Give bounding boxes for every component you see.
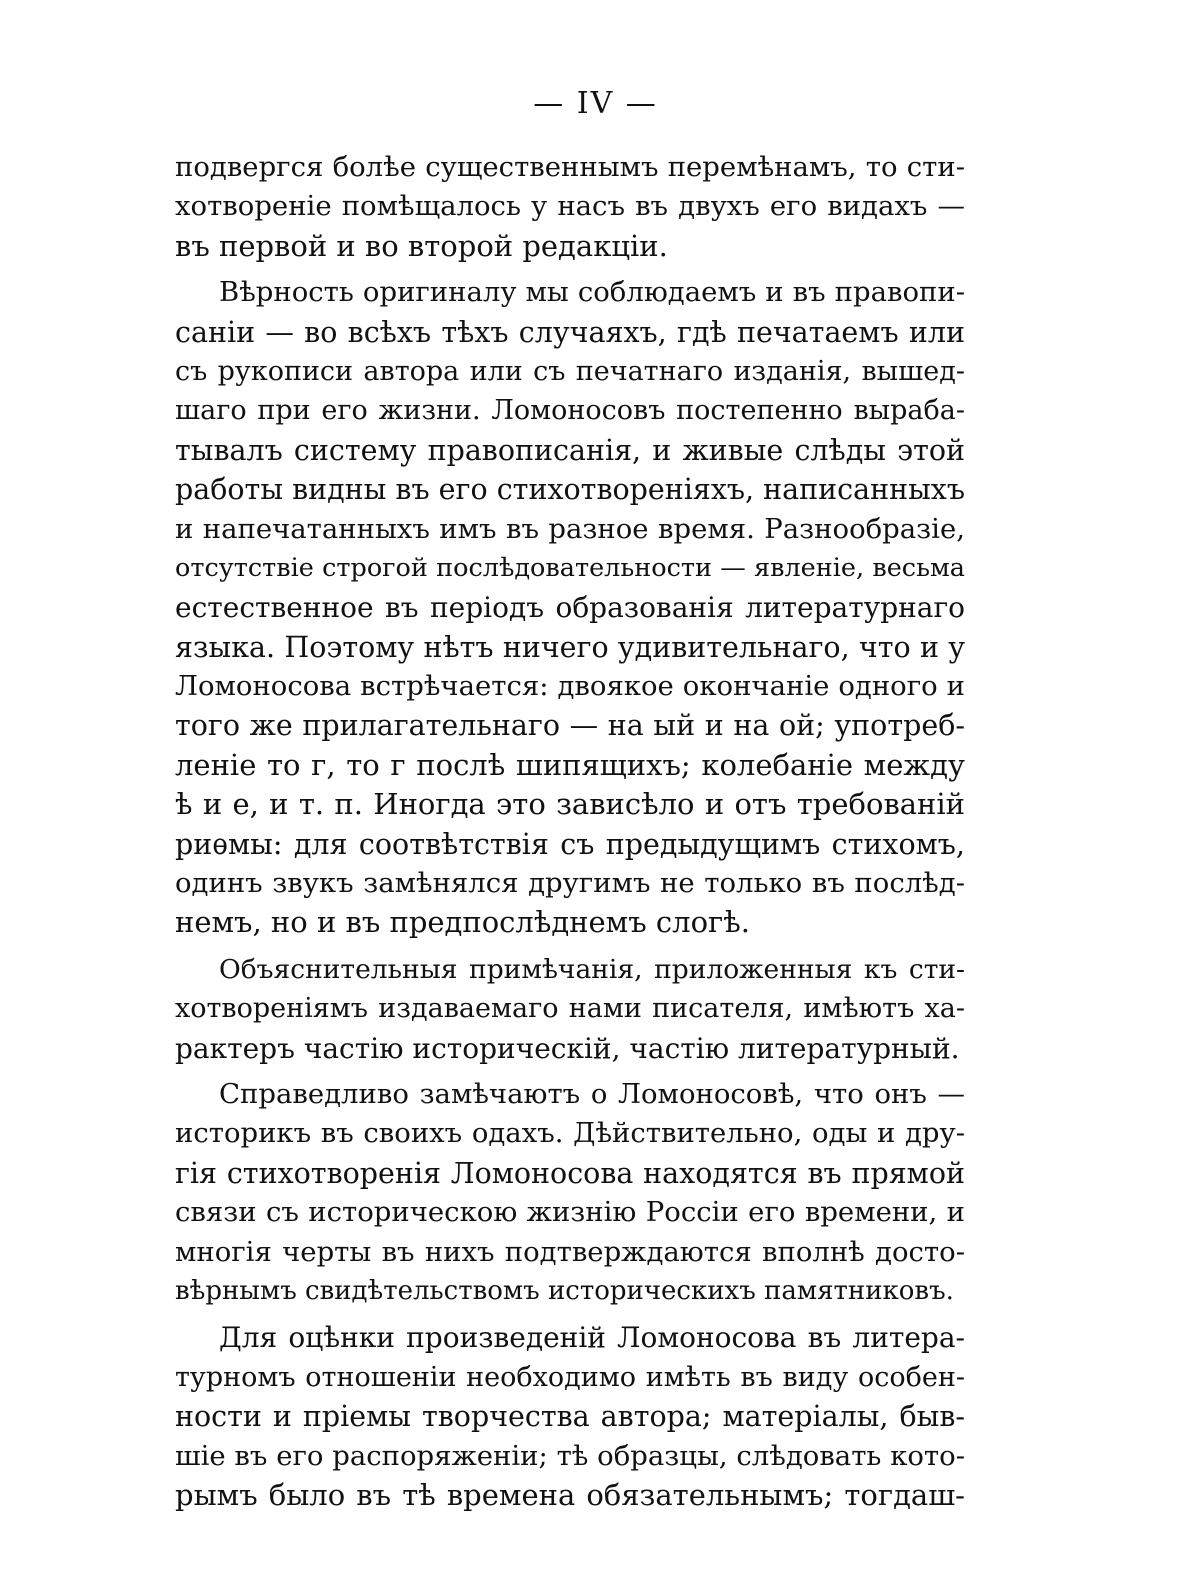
paragraph — [175, 1318, 965, 1515]
text-line: хотвореніямъ издаваемаго нами писателя, имѣютъ ха- — [175, 993, 965, 1025]
paragraph — [175, 950, 965, 1068]
text-line: турномъ отношеніи необходимо имѣть въ виду особен- — [175, 1361, 965, 1393]
text-line: естественное въ періодъ образованія литературнаго — [175, 591, 965, 625]
paragraph-gap — [175, 1068, 965, 1075]
text-line: языка. Поэтому нѣтъ ничего удивительнаго, что и у — [175, 630, 965, 664]
paragraph-gap — [175, 266, 965, 273]
page-number: — IV — — [533, 86, 658, 121]
text-line: ности и пріемы творчества автора; матеріалы, быв- — [175, 1400, 965, 1434]
text-line: вѣрнымъ свидѣтельствомъ историческихъ памятниковъ. — [175, 1275, 954, 1306]
text-line: одинъ звукъ замѣнялся другимъ не только въ послѣд- — [175, 867, 965, 900]
text-line: въ первой и во второй редакціи. — [175, 228, 668, 263]
text-line: Вѣрность оригиналу мы соблюдаемъ и въ правопи- — [219, 276, 965, 309]
text-line: гія стихотворенія Ломоносова находятся въ прямой — [175, 1156, 965, 1190]
text-line: подвергся болѣе существеннымъ перемѣнамъ, то сти- — [175, 151, 965, 183]
text-line: немъ, но и въ предпослѣднемъ слогѣ. — [175, 905, 750, 940]
text-line: рактеръ частію историческій, частію литературный. — [175, 1031, 960, 1065]
text-line: отсутствіе строгой послѣдовательности — явленіе, весьма — [175, 552, 965, 583]
text-line: съ рукописи автора или съ печатнаго изданія, вышед- — [175, 355, 965, 387]
text-line: леніе то г, то г послѣ шипящихъ; колебаніе между — [175, 747, 965, 782]
body-text — [175, 148, 965, 1515]
text-line: того же прилагательнаго — на ый и на ой; употреб- — [175, 709, 965, 743]
text-line: и напечатанныхъ имъ въ разное время. Разнообразіе, — [175, 512, 965, 545]
paragraph-gap — [175, 943, 965, 950]
text-line: тывалъ систему правописанія, и живые слѣды этой — [175, 433, 965, 467]
text-line: хотвореніе помѣщалось у насъ въ двухъ его видахъ — — [175, 190, 965, 223]
text-line: работы видны въ его стихотвореніяхъ, написанныхъ — [175, 473, 965, 507]
text-line: Справедливо замѣчаютъ о Ломоносовѣ, что онъ — — [219, 1077, 965, 1110]
text-line: Ломоносова встрѣчается: двоякое окончаніе одного и — [175, 670, 965, 703]
paragraph — [175, 148, 965, 266]
text-line: шаго при его жизни. Ломоносовъ постепенно выраба- — [175, 395, 965, 427]
text-line: шіе въ его распоряженіи; тѣ образцы, слѣдовать кото- — [175, 1439, 965, 1472]
paragraph — [175, 1075, 965, 1311]
text-line: рымъ было въ тѣ времена обязательнымъ; тогдаш- — [175, 1477, 965, 1512]
text-line: историкъ въ своихъ одахъ. Дѣйствительно, оды и дру- — [175, 1117, 965, 1150]
text-line: Объяснительныя примѣчанія, приложенныя къ сти- — [219, 953, 965, 985]
text-line: Для оцѣнки произведеній Ломоносова въ литера- — [219, 1321, 965, 1355]
text-line: саніи — во всѣхъ тѣхъ случаяхъ, гдѣ печатаемъ или — [175, 315, 965, 349]
text-line: многія черты въ нихъ подтверждаются вполнѣ досто- — [175, 1235, 965, 1268]
text-line: ѣ и е, и т. п. Иногда это зависѣло и отъ требованій — [175, 787, 965, 822]
text-line: связи съ историческою жизнію Россіи его времени, и — [175, 1196, 965, 1229]
text-line: риѳмы: для соотвѣтствія съ предыдущимъ стихомъ, — [175, 827, 965, 861]
paragraph — [175, 273, 965, 943]
paragraph-gap — [175, 1311, 965, 1318]
